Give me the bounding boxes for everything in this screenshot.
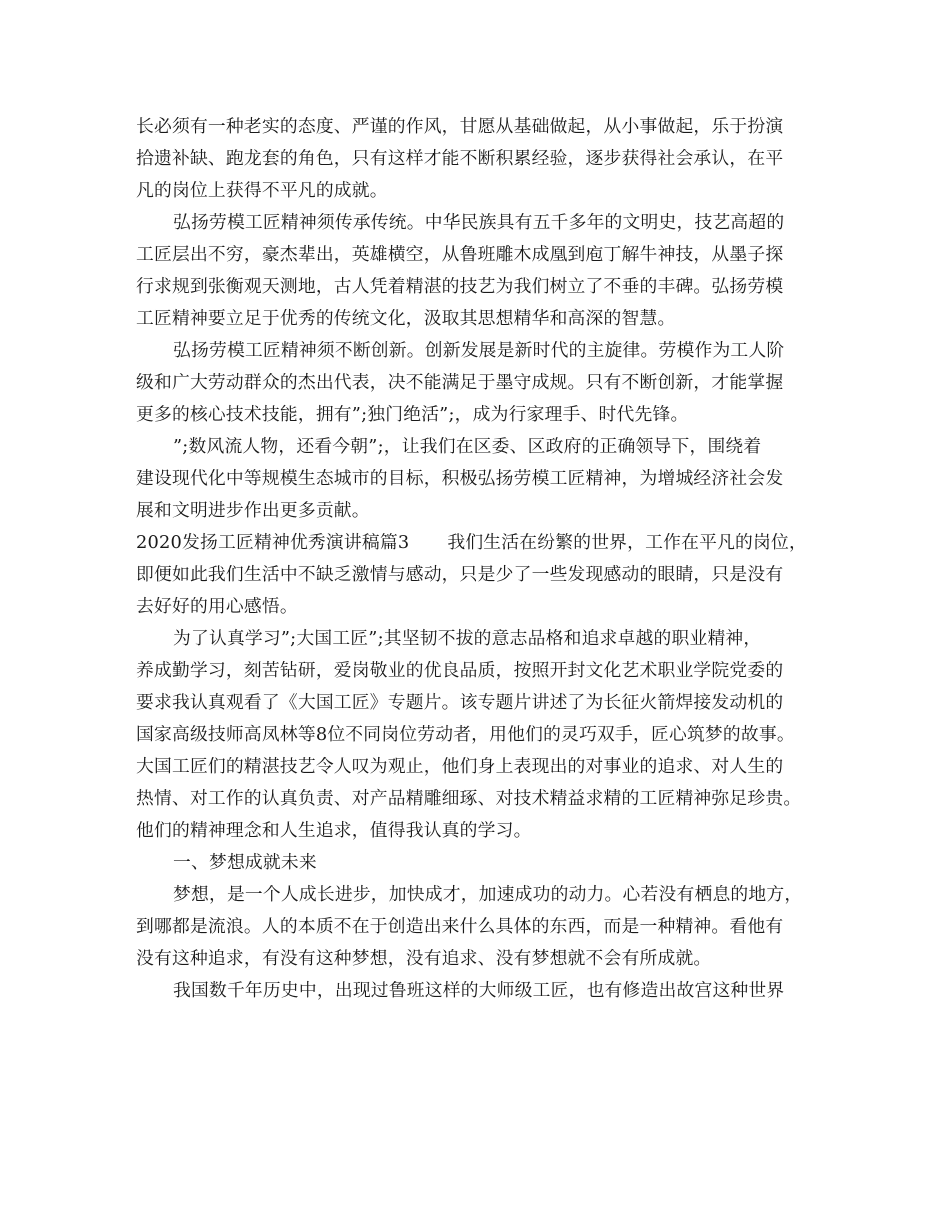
paragraph-start-line: 弘扬劳模工匠精神须传承传统。中华民族具有五千多年的文明史，技艺高超的 bbox=[173, 212, 785, 233]
paragraph-start-line: 我国数千年历史中，出现过鲁班这样的大师级工匠，也有修造出故宫这种世界 bbox=[173, 980, 785, 1001]
section-heading: 2020发扬工匠精神优秀演讲稿篇3 bbox=[136, 532, 410, 553]
text-line: 要求我认真观看了《大国工匠》专题片。该专题片讲述了为长征火箭焊接发动机的 bbox=[136, 692, 784, 713]
text-line: 工匠精神要立足于优秀的传统文化，汲取其思想精华和高深的智慧。 bbox=[136, 308, 676, 329]
text-line: 凡的岗位上获得不平凡的成就。 bbox=[136, 180, 388, 201]
text-line: 建设现代化中等规模生态城市的目标，积极弘扬劳模工匠精神，为增城经济社会发 bbox=[136, 468, 784, 489]
paragraph-start-line: 为了认真学习”;大国工匠”;其坚韧不拔的意志品格和追求卓越的职业精神， bbox=[173, 628, 762, 649]
text-line: 他们的精神理念和人生追求，值得我认真的学习。 bbox=[136, 820, 532, 841]
text-line: 大国工匠们的精湛技艺令人叹为观止，他们身上表现出的对事业的追求、对人生的 bbox=[136, 756, 784, 777]
text-line: 到哪都是流浪。人的本质不在于创造出来什么具体的东西，而是一种精神。看他有 bbox=[136, 916, 784, 937]
text-line: 拾遗补缺、跑龙套的角色，只有这样才能不断积累经验，逐步获得社会承认，在平 bbox=[136, 148, 784, 169]
text-line: 更多的核心技术技能，拥有”;独门绝活”;，成为行家理手、时代先锋。 bbox=[136, 404, 689, 425]
document-body bbox=[136, 111, 826, 1007]
subheading-line: 一、梦想成就未来 bbox=[173, 852, 317, 873]
paragraph-start-line: ”;数风流人物，还看今朝”;，让我们在区委、区政府的正确领导下，围绕着 bbox=[173, 436, 762, 457]
text-line: 去好好的用心感悟。 bbox=[136, 596, 298, 617]
text-line: 即便如此我们生活中不缺乏激情与感动，只是少了一些发现感动的眼睛，只是没有 bbox=[136, 564, 784, 585]
paragraph-start-line: 弘扬劳模工匠精神须不断创新。创新发展是新时代的主旋律。劳模作为工人阶 bbox=[173, 340, 785, 361]
text-line: 工匠层出不穷，豪杰辈出，英雄横空，从鲁班雕木成凰到庖丁解牛神技，从墨子探 bbox=[136, 244, 784, 265]
text-line: 展和文明进步作出更多贡献。 bbox=[136, 500, 370, 521]
text-line: 热情、对工作的认真负责、对产品精雕细琢、对技术精益求精的工匠精神弥足珍贵。 bbox=[136, 788, 802, 809]
text-line: 长必须有一种老实的态度、严谨的作风，甘愿从基础做起，从小事做起，乐于扮演 bbox=[136, 116, 784, 137]
text-line: 国家高级技师高凤林等8位不同岗位劳动者，用他们的灵巧双手，匠心筑梦的故事。 bbox=[136, 724, 795, 745]
section-first-text: 我们生活在纷繁的世界，工作在平凡的岗位， bbox=[447, 532, 807, 553]
paragraph-start-line: 梦想，是一个人成长进步，加快成才，加速成功的动力。心若没有栖息的地方， bbox=[173, 884, 803, 905]
text-line: 级和广大劳动群众的杰出代表，决不能满足于墨守成规。只有不断创新，才能掌握 bbox=[136, 372, 784, 393]
section-heading-line bbox=[136, 527, 826, 559]
text-line: 行求规到张衡观天测地，古人凭着精湛的技艺为我们树立了不垂的丰碑。弘扬劳模 bbox=[136, 276, 784, 297]
text-line: 养成勤学习，刻苦钻研，爱岗敬业的优良品质，按照开封文化艺术职业学院党委的 bbox=[136, 660, 784, 681]
text-line: 没有这种追求，有没有这种梦想，没有追求、没有梦想就不会有所成就。 bbox=[136, 948, 712, 969]
